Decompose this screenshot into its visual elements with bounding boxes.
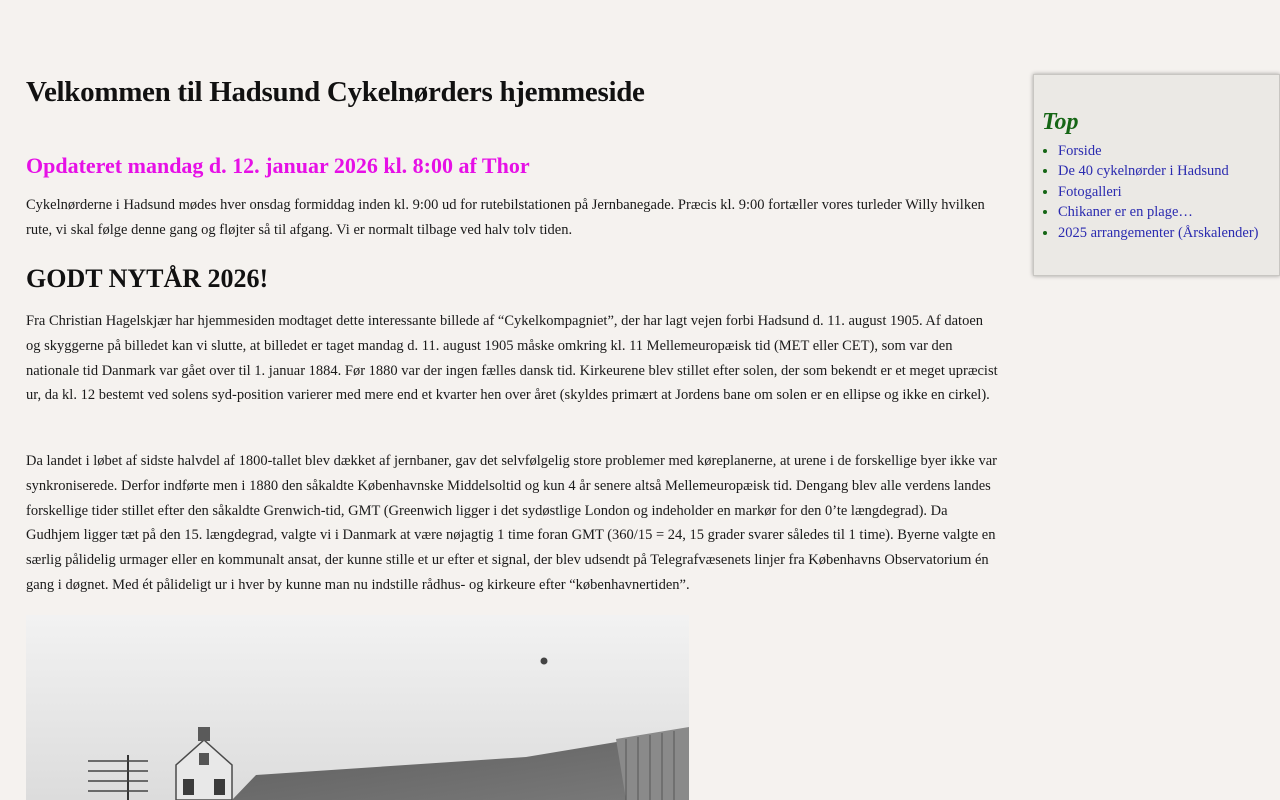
nav-link-chikaner[interactable]: Chikaner er en plage… — [1058, 204, 1193, 221]
sidebar-nav-list — [1042, 141, 1259, 243]
article-paragraph-2: Da landet i løbet af sidste halvdel af 1800-tallet blev dækket af jernbaner, gav det selvfølgelig store problemer med køreplanerne, at urene i de forskellige byer ikke var synkroniserede. Derfor indførte men i 1880 den såkaldte Københavnske Middelsoltid og kun 4 år senere altså Mellemeuropæisk tid. Dengang blev alle verdens landes forskellige tider stillet efter den såkaldte Grenwich-tid, GMT (Greenwich ligger i det sydøstlige London og indeholder en markør for den 0’te længdegrad). Da Gudhjem ligger tæt på den 15. længdegrad, valgte vi i Danmark at være nøjagtig 1 time foran GMT (360/15 = 24, 15 grader svarer således til 1 time). Byerne valgte en særlig pålidelig urmager eller en kommunalt ansat, der kunne stille et ur efter et signal, der blev udsendt på Telegrafvæsenets linjer fra Københavns Observatorium én gang i døgnet. Med ét pålideligt ur i hver by kunne man nu indstille rådhus- og kirkeure efter “københavnertiden”. — [26, 453, 997, 593]
sidebar-item-forside — [1058, 141, 1259, 161]
sidebar — [1033, 74, 1280, 276]
historic-photo — [26, 615, 689, 800]
nav-link-forside[interactable]: Forside — [1058, 143, 1102, 159]
section-heading: GODT NYTÅR 2026! — [26, 264, 269, 293]
sidebar-item-arrangementer — [1058, 223, 1259, 243]
nav-link-arrangementer[interactable]: 2025 arrangementer (Årskalender) — [1058, 224, 1259, 241]
updated-notice: Opdateret mandag d. 12. januar 2026 kl. 8:00 af Thor — [26, 153, 530, 178]
sidebar-item-chikaner — [1058, 202, 1259, 222]
sidebar-item-fotogalleri — [1058, 182, 1259, 202]
article-paragraph-1: Fra Christian Hagelskjær har hjemmesiden modtaget dette interessante billede af “Cykelkompagniet”, der har lagt vejen forbi Hadsund d. 11. august 1905. Af datoen og skyggerne på billedet kan vi slutte, at billedet er taget mandag d. 11. august 1905 måske omkring kl. 11 Mellemeuropæisk tid (MET eller CET), som var den nationale tid Danmark var gået over til 1. januar 1884. Før 1880 var der ingen fælles dansk tid. Kirkeurene blev stillet efter solen, der som bekendt er et meget upræcist ur, da kl. 12 bestemt ved solens syd-position varierer med mere end et kvarter hen over året (skyldes primært at Jordens bane om solen er en ellipse og ikke en cirkel). — [26, 313, 998, 404]
nav-link-cykelnoerder[interactable]: De 40 cykelnørder i Hadsund — [1058, 163, 1229, 180]
page-title: Velkommen til Hadsund Cykelnørders hjemmeside — [26, 76, 645, 108]
sidebar-heading: Top — [1042, 109, 1079, 135]
sidebar-item-cykelnoerder — [1058, 161, 1259, 181]
nav-link-fotogalleri[interactable]: Fotogalleri — [1058, 183, 1122, 200]
intro-paragraph: Cykelnørderne i Hadsund mødes hver onsdag formiddag inden kl. 9:00 ud for rutebilstationen på Jernbanegade. Præcis kl. 9:00 fortæller vores turleder Willy hvilken rute, vi skal følge denne gang og fløjter så til afgang. Vi er normalt tilbage ved halv tolv tiden. — [26, 197, 985, 238]
